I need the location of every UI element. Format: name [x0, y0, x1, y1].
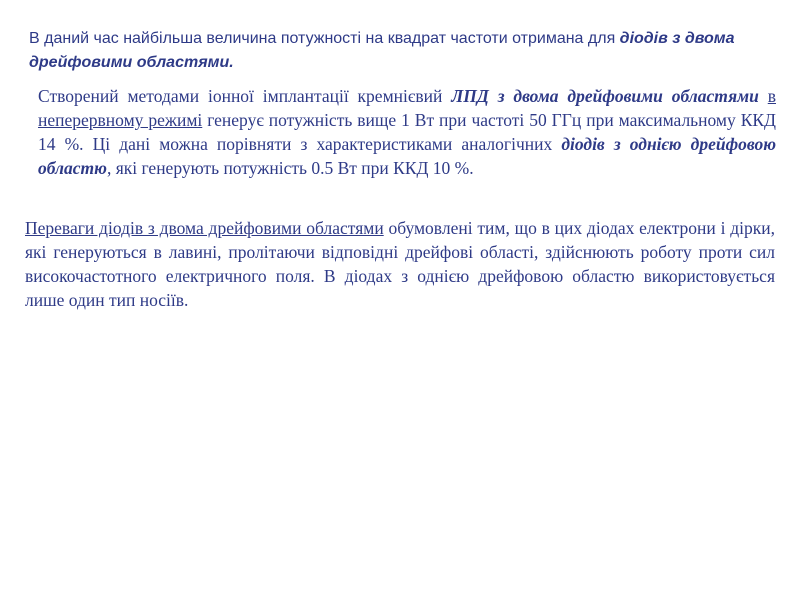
underlined-advantages-heading: Переваги діодів з двома дрейфовими областями — [25, 218, 384, 238]
emphasis-two-drift-diodes: діодів з двома дрейфовими областями. — [29, 30, 735, 71]
advantages-text: обумовлені тим, що в цих діодах електрони і дірки, які генеруються в лавині, пролітаючи відповідні дрейфові області, здійснюють роботу проти сил високочастотного електричного поля. В діодах з однією дрейфовою областю використовується лише один тип носіїв. — [25, 218, 775, 310]
emphasis-single-drift-diodes: діодів з однією дрейфовою областю — [38, 134, 776, 178]
underlined-continuous-mode: в неперервному режимі — [38, 86, 776, 130]
spacer — [759, 86, 768, 106]
silicon-impatt-intro: Створений методами іонної імплантації кремнієвий — [38, 86, 452, 106]
silicon-impatt-end: , які генерують потужність 0.5 Вт при ККД 10 %. — [106, 158, 474, 178]
paragraph-power-record — [29, 27, 774, 75]
silicon-impatt-middle: генерує потужність вище 1 Вт при частоті 50 ГГц при максимальному ККД 14 %. Ці дані можна порівняти з характеристиками аналогічних — [38, 110, 776, 154]
emphasis-impatt-two-drift: ЛПД з двома дрейфовими областями — [451, 86, 759, 106]
paragraph-silicon-impatt — [38, 84, 776, 180]
paragraph-advantages — [25, 216, 775, 312]
paragraph-power-record-text: В даний час найбільша величина потужності на квадрат частоти отримана для — [29, 30, 620, 47]
